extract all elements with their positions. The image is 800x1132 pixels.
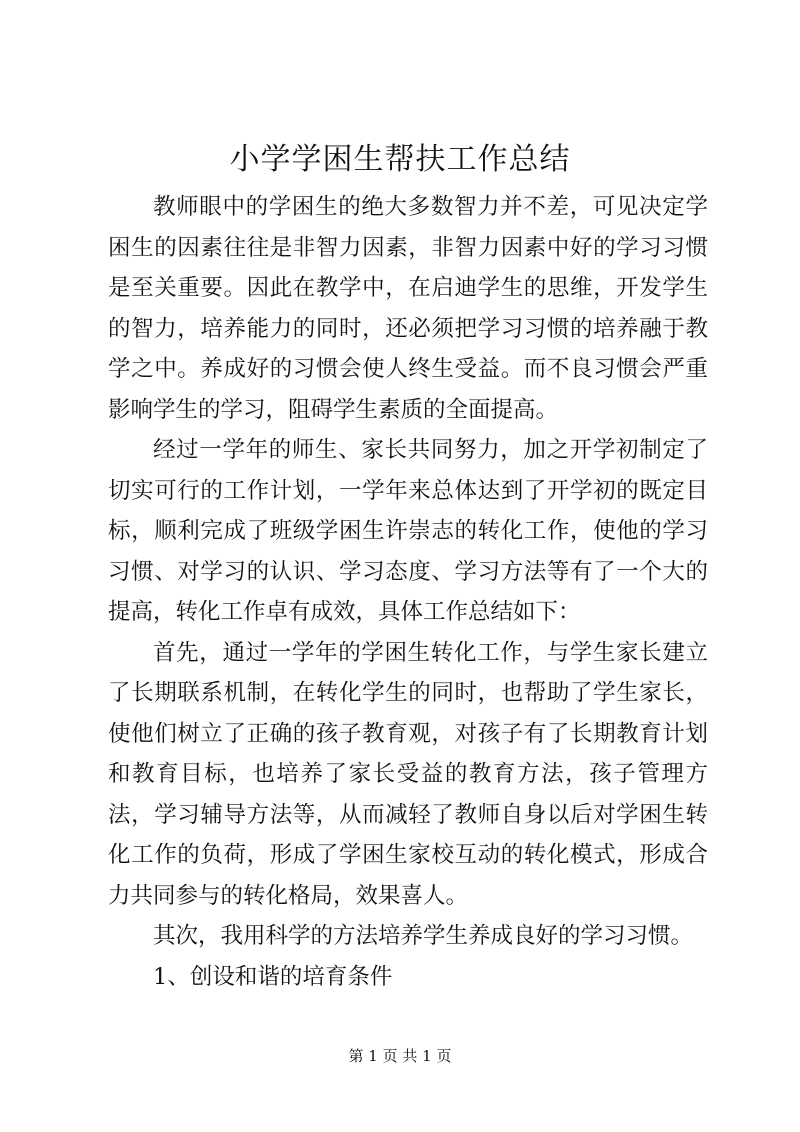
paragraph-first: 首先，通过一学年的学困生转化工作，与学生家长建立了长期联系机制，在转化学生的同时，也帮助了学生家长，使他们树立了正确的孩子教育观，对孩子有了长期教育计划和教育目标，也培养了家长受益的教育方法，孩子管理方法，学习辅导方法等，从而减轻了教师自身以后对学困生转化工作的负荷，形成了学困生家校互动的转化模式，形成合力共同参与的转化格局，效果喜人。 [108, 639, 708, 909]
page-footer: 第 1 页 共 1 页 [348, 1047, 452, 1065]
paragraph-summary: 经过一学年的师生、家长共同努力，加之开学初制定了切实可行的工作计划，一学年来总体达到了开学初的既定目标，顺利完成了班级学困生许崇志的转化工作，使他的学习习惯、对学习的认识、学习态度、学习方法等有了一个大的提高，转化工作卓有成效，具体工作总结如下： [108, 437, 708, 625]
document-body [108, 187, 708, 997]
document-title: 小学学困生帮扶工作总结 [229, 142, 571, 177]
section-heading-1: 1、创设和谐的培育条件 [153, 963, 393, 990]
paragraph-second: 其次，我用科学的方法培养学生养成良好的学习习惯。 [153, 923, 694, 949]
paragraph-intro: 教师眼中的学困生的绝大多数智力并不差，可见决定学困生的因素往往是非智力因素，非智力因素中好的学习习惯是至关重要。因此在教学中，在启迪学生的思维，开发学生的智力，培养能力的同时，还必须把学习习惯的培养融于教学之中。养成好的习惯会使人终生受益。而不良习惯会严重影响学生的学习，阻碍学生素质的全面提高。 [108, 194, 708, 423]
